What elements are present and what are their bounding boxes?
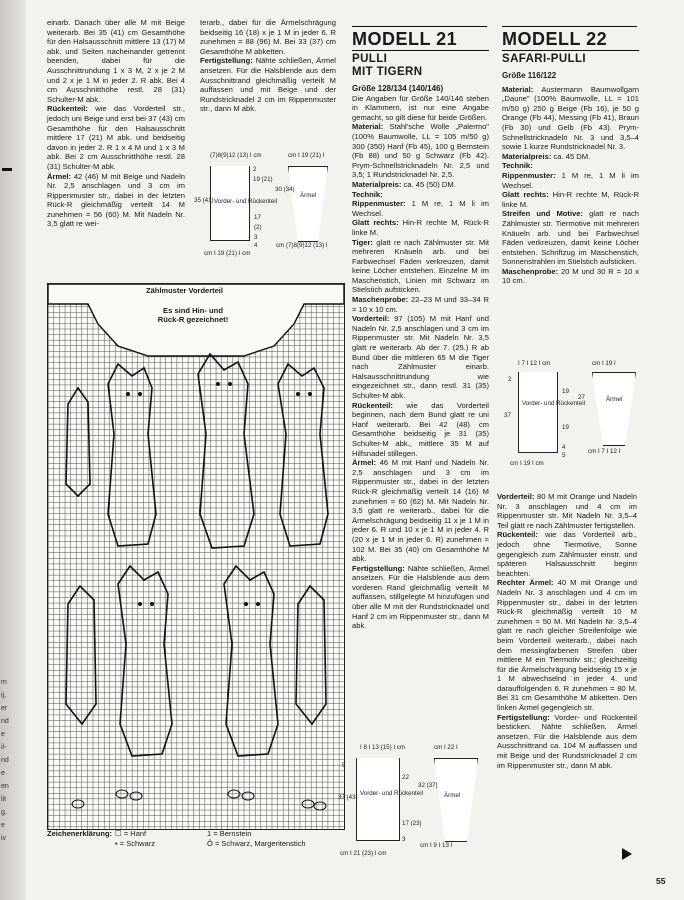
paragraph-text: 42 (46) M mit Beige und Nadeln Nr. 2,5 anschlagen und 3 cm im Rippenmuster str., dabei in der letzten Rück-R gleichmäßig verteilt 14 M zunehmen = 56 (60) M. Mit Nadeln Nr. 3,5 glatt re wei-	[47, 171, 185, 229]
knitting-chart-front	[47, 283, 345, 830]
front-back-label: Vorder- und Rückenteil	[214, 198, 277, 205]
dim-value: 3	[402, 836, 406, 843]
dim-value: 4	[254, 242, 258, 249]
dim-top-front: I 7 I 12 I cm	[518, 360, 551, 367]
gutter-fragment: m	[1, 679, 7, 686]
paragraph	[502, 267, 639, 286]
front-back-piece	[518, 372, 558, 453]
paragraph-lead: Vorderteil:	[352, 314, 390, 324]
gutter-fragment: g,	[1, 809, 7, 816]
heading-rule	[502, 50, 639, 51]
chart-title: Zählmuster Vorderteil	[146, 286, 223, 295]
legend-text: = Hanf	[123, 829, 147, 838]
modell-22-size: Größe 116/122	[502, 71, 557, 80]
paragraph-text: ca. 45 DM.	[551, 151, 591, 161]
dim-value: 17 (23)	[402, 820, 422, 827]
dim-value: 2	[508, 376, 512, 383]
legend-item-hanf	[115, 829, 146, 839]
sleeve-label: Ärmel	[444, 792, 461, 799]
gutter-fragment: en	[1, 783, 9, 790]
paragraph	[502, 171, 639, 190]
legend-symbol: •	[115, 839, 118, 848]
legend-symbol: 1	[207, 829, 212, 838]
paragraph-text: wie das Vorderteil arb., jedoch ohne Tiermotive, Sonne gegengleich zum Zählmuster einstr. und späteren Halsausschnitt beginn beachten.	[497, 530, 637, 578]
paragraph	[47, 104, 185, 171]
paragraph-text: Nähte schließen, Ärmel ansetzen. Für die Halsblende aus dem vorderen Rand gleichmäßig verteilt M auffassen, stillgelegte M hinzufügen und über alle M mit der Rundstricknadel und Hanf 2 cm im Rippenmuster str., dann M abk.	[352, 563, 489, 631]
paragraph-text: glatt re nach Zählmuster str. Mit mehreren Knäueln arb. und bei Farbwechsel Fäden verkreuzen, damit keine Löcher entstehen. Einzelne M im Maschenstich, Linien mit Schwarz im Stielstich aufsticken.	[352, 237, 489, 295]
paragraph-lead: Maschenprobe:	[502, 266, 559, 276]
chart-motif-lines	[48, 284, 344, 829]
paragraph-text: 1 M re, 1 M li im Wechsel.	[352, 199, 489, 218]
paragraph-lead: Material:	[352, 122, 384, 132]
paragraph	[200, 18, 336, 56]
gutter-fragment: nd	[1, 757, 9, 764]
schematic-model-20	[188, 152, 338, 262]
paragraph-text: ca. 45 (50) DM.	[401, 179, 456, 189]
dim-value: 19	[562, 388, 569, 395]
dim-value: 3	[254, 234, 258, 241]
paragraph-text: Die Angaben für Größe 140/146 stehen in Klammern, ist nur eine Angabe gemacht, so gilt diese für beide Größen.	[352, 93, 489, 122]
legend-text: = Schwarz, Margeritenstich	[214, 839, 306, 848]
paragraph	[497, 713, 637, 771]
paragraph-text: Austermann Baumwollgarn „Daune" (100% Baumwolle, LL = 101 m/50 g) 250 g Beige (Fb 16), je 50 g Orange (Fb 44), Messing (Fb 41), Braun (Fb 30) und Gelb (Fb 43). Prym-Schnellstricknadeln Nr. 3 und 3,5–4 sowie 1 kurze Rundstricknadel Nr. 3.	[502, 84, 639, 152]
schematic-model-22	[500, 360, 650, 470]
paragraph	[352, 180, 489, 190]
paragraph-text: glatt re nach Zählmuster str. Tiermotive mit mehreren Knäueln arb. und bei Farbwechsel Fäden verkreuzen, damit keine Löcher entstehen. Schriftzug im Maschenstich, Sonnenstrahlen im Stielstich aufsticken.	[502, 209, 639, 267]
legend-symbol: Ô	[207, 839, 213, 848]
gutter-fragment: nd	[1, 718, 9, 725]
dim-value: 5	[562, 452, 566, 459]
dim-value: (2)	[254, 224, 262, 231]
paragraph-lead: Rippenmuster:	[352, 199, 406, 209]
paragraph	[352, 218, 489, 237]
column-2-text	[200, 18, 336, 114]
dim-value: 19 (21)	[253, 176, 273, 183]
modell-22-subheading: SAFARI-PULLI	[502, 53, 587, 65]
paragraph	[502, 209, 639, 267]
paragraph-text: einarb. Danach über alle M mit Beige weiterarb. Bei 35 (41) cm Gesamthöhe für den Halsausschnitt mittlere 13 (17) M abk. und Seiten nacheinander getrennt beenden, dabei für die Ausschnittrundung 1 x 3 M, 2 x je 2 M und 2 x je 1 M in jeder 2. R abk. Bei 4 cm Ausschnitthöhe restl. 28 (31) Schulter-M abk.	[47, 18, 185, 104]
paragraph-text: 97 (105) M mit Hanf und Nadeln Nr. 2,5 anschlagen und 3 cm im Rippenmuster str. Mit Nadeln Nr. 3,5 glatt re weiterarb. Ab der 7. (25.) R ab Bund über die mittleren 65 M die Tiger nach Zählmuster einarb. Halsausschnittrundung wie eingezeichnet str., dann restl. 31 (35) Schulter-M abk.	[352, 314, 489, 400]
modell-22-article-continued	[497, 492, 637, 770]
column-1-text	[47, 18, 185, 229]
gutter-fragment: er	[1, 705, 8, 712]
paragraph	[497, 530, 637, 578]
paragraph	[352, 199, 489, 218]
paragraph-text: Vorder- und Rückenteil besticken. Nähte schließen, Ärmel ansetzen. Für die Halsblende aus dem Ausschnittrand ca. 104 M auffassen und mit Beige und der Rundstricknadel 2 cm im Rippenmuster str., dann M abk.	[497, 712, 637, 770]
legend-item-margeritenstich	[207, 839, 306, 849]
paragraph-lead: Technik:	[502, 161, 533, 171]
paragraph	[47, 172, 185, 230]
paragraph-lead: Vorderteil:	[497, 492, 535, 501]
paragraph-text: Stahl'sche Wolle „Palermo" (100% Baumwolle, LL = 105 m/50 g) 300 (350) Hanf (Fb 45), 100 g Bernstein (Fb 88) und 50 g Schwarz (Fb 42). Prym-Schnellstricknadeln Nr. 2,5 und 3,5; 1 Rundstricknadel Nr. 2,5.	[352, 122, 489, 180]
paragraph-text: Nähte schließen, Ärmel ansetzen. Für die Halsblende aus dem Ausschnittrand gleichmäßig verteilt M auffassen und mit Beige und der Rundstricknadel 2 cm im Rippenmuster str., dann M abk.	[200, 56, 336, 114]
paragraph-lead: Technik:	[352, 189, 383, 199]
paragraph	[352, 122, 489, 180]
modell-22-article	[502, 29, 639, 286]
paragraph	[352, 458, 489, 564]
gutter-fragment: e	[1, 822, 5, 829]
dim-bottom-sleeve: cm (7)8(9)12 (13) I	[276, 242, 328, 249]
dim-top-front: I 8 I 13 (15) I cm	[360, 744, 406, 751]
paragraph	[502, 190, 639, 209]
modell-21-article	[352, 29, 489, 631]
paragraph	[352, 564, 489, 631]
paragraph-lead: Glatt rechts:	[352, 218, 399, 228]
modell-22-heading: MODELL 22	[502, 29, 608, 49]
paragraph	[47, 18, 185, 104]
paragraph-lead: Ärmel:	[352, 458, 377, 468]
dim-value: 19	[562, 424, 569, 431]
paragraph-lead: Rückenteil:	[47, 104, 88, 114]
paragraph-text: wie das Vorderteil beginnen, nach dem Bund glatt re uni Hanf weiterarb. Bei 42 (48) cm Gesamthöhe beidseitig je 31 (35) Schulter-M abk., mittlere 35 M auf Hilfsnadel stillegen.	[352, 400, 489, 458]
paragraph-lead: Maschenprobe:	[352, 295, 409, 305]
paragraph-text: Hin-R rechte M, Rück-R linke M.	[352, 218, 490, 237]
heading-rule	[352, 50, 489, 51]
dim-bottom-front: cm I 19 I cm	[510, 460, 544, 467]
paragraph-lead: Rückenteil:	[352, 400, 393, 410]
paragraph-lead: Rückenteil:	[497, 530, 538, 540]
dim-top-sleeve: cm I 19 I	[592, 360, 616, 367]
modell-21-subheading-2: MIT TIGERN	[352, 66, 423, 78]
next-page-arrow-icon	[622, 848, 632, 860]
paragraph	[497, 578, 637, 712]
page-number: 55	[656, 876, 666, 886]
gutter-fragment: lit	[1, 796, 7, 803]
dim-value: 30 (34)	[275, 186, 295, 193]
paragraph-text: 20 M und 30 R = 10 x 10 cm.	[502, 266, 639, 286]
dim-top-front: (7)8(9)12 (13) I cm	[210, 152, 262, 159]
sleeve-piece	[592, 372, 636, 446]
modell-21-subheading: PULLI	[352, 53, 388, 65]
paragraph	[502, 161, 639, 171]
legend-item-schwarz	[115, 839, 155, 849]
paragraph	[200, 56, 336, 114]
dim-bottom-front: cm I 19 (21) I cm	[204, 250, 251, 257]
front-back-label: Vorder- und Rückenteil	[360, 790, 423, 797]
sleeve-piece	[288, 166, 328, 242]
paragraph	[497, 492, 637, 530]
paragraph-text: 80 M mit Orange und Nadeln Nr. 3 anschlagen und 4 cm im Rippenmuster str. Mit Nadeln Nr. 3,5–4 Teil glatt re nach Zählmuster fertigstellen.	[497, 492, 637, 530]
paragraph-lead: Glatt rechts:	[502, 190, 549, 200]
paragraph-text: terarb., dabei für die Ärmelschrägung beidseitig 16 (18) x je 1 M in jeder 6. R zunehmen = 88 (96) M. Bei 33 (37) cm Gesamthöhe M abketten.	[200, 18, 336, 56]
paragraph	[502, 152, 639, 162]
gutter-fragment: ij,	[1, 692, 7, 699]
dim-value: 22	[402, 774, 409, 781]
paragraph	[352, 295, 489, 314]
dim-value: 17	[254, 214, 261, 221]
paragraph-lead: Rippenmuster:	[502, 170, 556, 180]
paragraph-lead: Fertigstellung:	[352, 563, 405, 573]
legend-symbol: ☐	[115, 829, 122, 838]
paragraph	[352, 401, 489, 459]
dim-value: 5	[342, 762, 346, 769]
sleeve-piece	[434, 758, 478, 842]
dim-value: 4	[562, 444, 566, 451]
dim-value: 37	[504, 412, 511, 419]
paragraph-lead: Material:	[502, 84, 534, 94]
dim-top-sleeve: cm I 22 I	[434, 744, 458, 751]
gutter-fragment: e	[1, 770, 5, 777]
gutter-fragment: il-	[1, 744, 7, 751]
paragraph-lead: Rechter Ärmel:	[497, 578, 554, 588]
modell-21-heading: MODELL 21	[352, 29, 458, 49]
dim-bottom-sleeve: cm I 7 I 12 I	[588, 448, 621, 455]
paragraph-text: 46 M mit Hanf und Nadeln Nr. 2,5 anschlagen und 3 cm im Rippenmuster str., dabei in der letzten Rück-R gleichmäßig verteilt 14 (16) M zunehmen = 60 (62) M. Mit Nadeln Nr. 3,5 glatt re weiterarb., dabei für die Ärmelschrägung beidseitig 11 x je 1 M in jeder 6. R und 10 x je 1 M in jeder 4. R (20 x je 1 M in jeder 6. R) zunehmen = 102 M. Bei 35 (40) cm Gesamthöhe M abk.	[352, 458, 489, 564]
paragraph-text: Hin-R rechte M, Rück-R linke M.	[502, 190, 640, 209]
paragraph	[352, 314, 489, 400]
paragraph-text: 22–23 M und 33–34 R = 10 x 10 cm.	[352, 295, 489, 314]
paragraph-text: wie das Vorderteil str., jedoch uni Beige und erst bei 37 (43) cm Gesamthöhe für den Halsausschnitt mittlere 17 (21) M abk. und beidseitig davon in jeder 2. R 1 x 4 M und 1 x 3 M abk. Bei 2 cm Ausschnitthöhe restl. 28 (31) Schulter-M abk.	[47, 104, 185, 171]
gutter-fragment: iv	[1, 835, 7, 842]
sleeve-label: Ärmel	[300, 192, 317, 199]
paragraph-lead: Fertigstellung:	[497, 712, 550, 722]
paragraph	[502, 85, 639, 152]
modell-21-size: Größe 128/134 (140/146)	[352, 84, 444, 93]
paragraph-lead: Tiger:	[352, 237, 373, 247]
legend-text: = Schwarz	[119, 839, 155, 848]
dim-value: 35 (41)	[194, 197, 214, 204]
sleeve-label: Ärmel	[606, 396, 623, 403]
rule-modell-22	[502, 26, 637, 27]
gutter-fragment: e	[1, 731, 5, 738]
chart-note: Es sind Hin- und Rück-R gezeichnet!	[157, 306, 229, 324]
schematic-model-21	[338, 744, 488, 859]
legend-title: Zeichenerklärung:	[47, 829, 113, 838]
rule-modell-21	[352, 26, 487, 27]
dim-value: 32 (37)	[418, 782, 438, 789]
paragraph-lead: Ärmel:	[47, 171, 72, 181]
front-back-piece	[356, 758, 400, 841]
front-back-label: Vorder- und Rückenteil	[522, 400, 585, 407]
paragraph-text: 1 M re, 1 M li im Wechsel.	[502, 170, 639, 190]
binding-gutter	[0, 0, 26, 900]
dim-bottom-front: cm I 21 (23) I cm	[340, 850, 387, 857]
margin-marker	[2, 168, 12, 171]
legend-item-bernstein	[207, 829, 251, 839]
paragraph	[352, 94, 489, 123]
paragraph-lead: Materialpreis:	[502, 151, 552, 161]
paragraph-lead: Materialpreis:	[352, 179, 402, 189]
paragraph-lead: Streifen und Motive:	[502, 209, 584, 219]
dim-value: 2	[253, 166, 257, 173]
paragraph	[352, 190, 489, 200]
dim-value: 37 (43)	[338, 794, 358, 801]
paragraph	[352, 238, 489, 296]
dim-value: 27	[578, 394, 585, 401]
paragraph-text: 40 M mit Orange und Nadeln Nr. 3 anschlagen und 4 cm im Rippenmuster str., dabei in der letzten Rück-R gleichmäßig verteilt 10 M zunehmen = 50 M. Mit Nadeln Nr. 3,5–4 glatt re nach gleicher Streifenfolge wie beim Vorderteil weiterarb., dabei nach dem messingfarbenen Streifen über mittlere M ein Tiermotiv str.; gleichzeitig für die Ärmelschrägung beidseitig 15 x je 1 M abwechselnd in jeder 4. und darauffolgenden 6. R zunehmen = 80 M. Bei 31 cm Gesamthöhe M abketten. Den linken Ärmel gegengleich str.	[497, 578, 637, 713]
dim-top-sleeve: cm I 19 (21) I	[288, 152, 325, 159]
paragraph-lead: Fertigstellung:	[200, 56, 253, 66]
dim-bottom-sleeve: cm I 9 I 13 I	[420, 842, 453, 849]
legend-text: = Bernstein	[213, 829, 252, 838]
